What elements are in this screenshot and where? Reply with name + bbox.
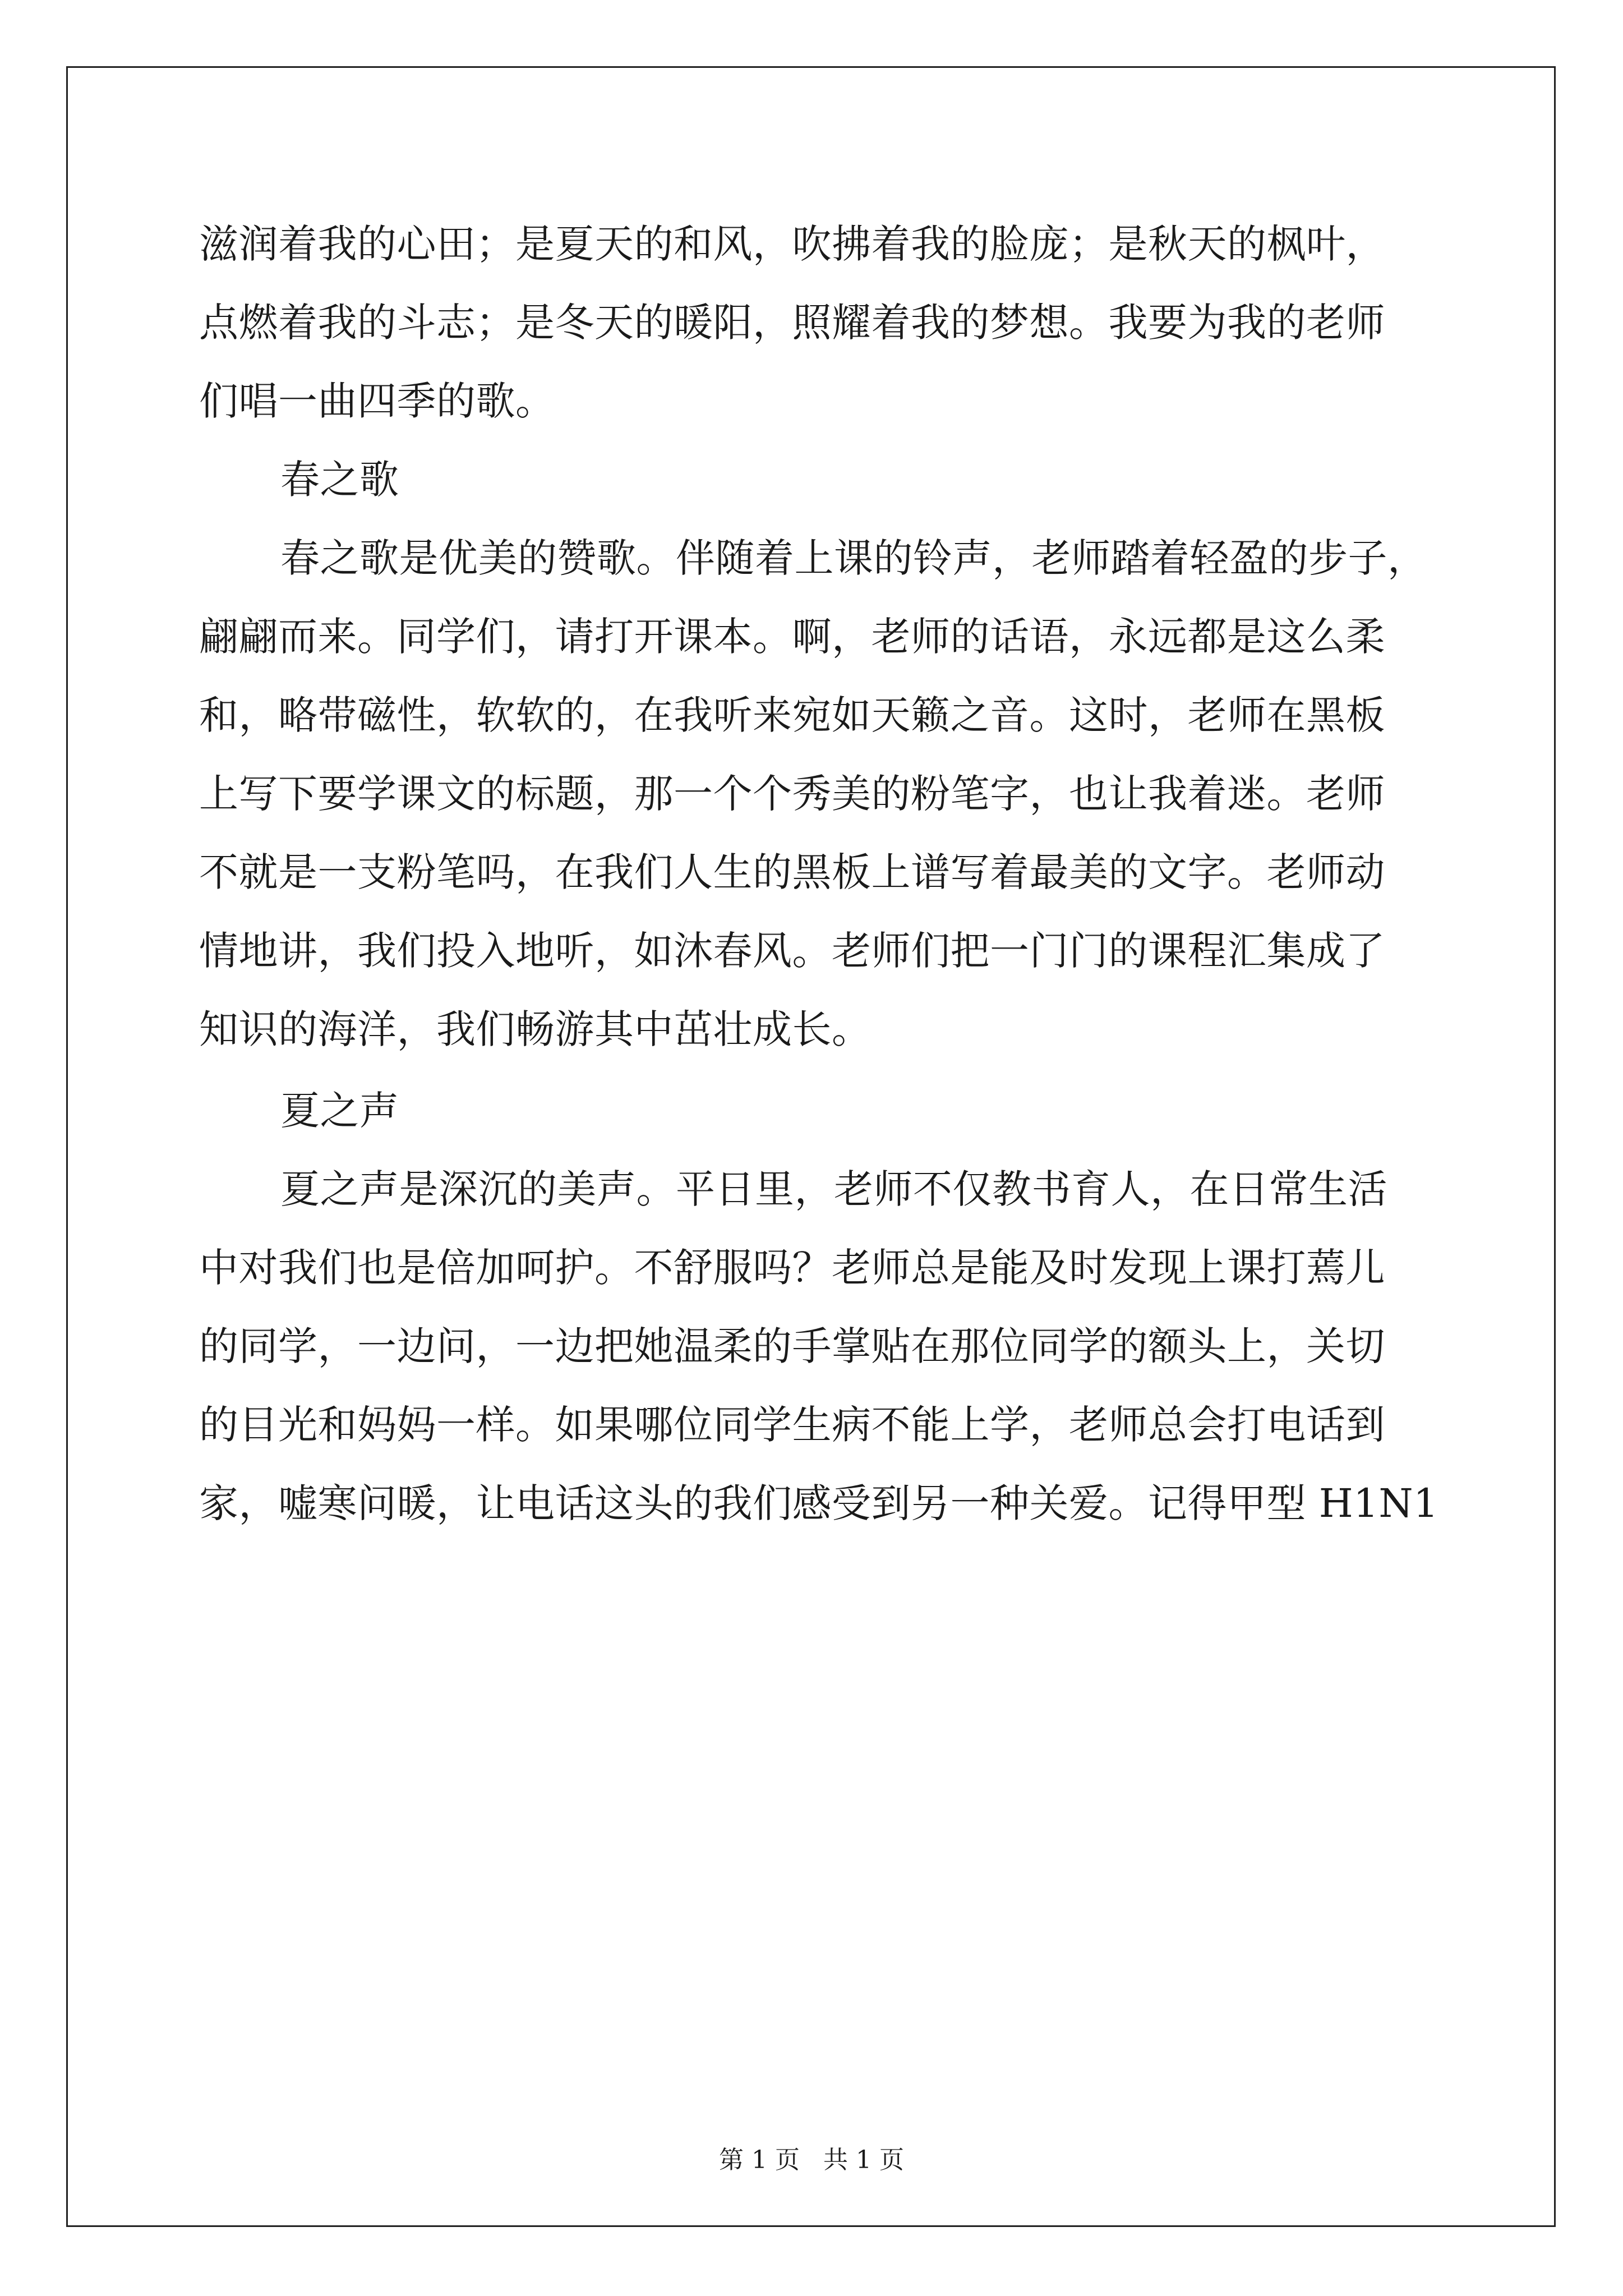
paragraph-line: 不就是一支粉笔吗，在我们人生的黑板上谱写着最美的文字。老师动 xyxy=(199,849,1385,895)
section-heading: 夏之声 xyxy=(280,1088,399,1134)
paragraph-line: 点燃着我的斗志；是冬天的暖阳，照耀着我的梦想。我要为我的老师 xyxy=(199,300,1385,346)
paragraph-line: 的同学，一边问，一边把她温柔的手掌贴在那位同学的额头上，关切 xyxy=(199,1323,1385,1369)
paragraph-line: 翩翩而来。同学们，请打开课本。啊，老师的话语，永远都是这么柔 xyxy=(199,614,1385,660)
paragraph-line: 和，略带磁性，软软的，在我听来宛如天籁之音。这时，老师在黑板 xyxy=(199,692,1385,738)
section-heading: 春之歌 xyxy=(280,457,399,503)
paragraph-line: 中对我们也是倍加呵护。不舒服吗？老师总是能及时发现上课打蔫儿 xyxy=(199,1245,1385,1291)
paragraph-line: 们唱一曲四季的歌。 xyxy=(199,378,555,424)
page-number-footer: 第 1 页 共 1 页 xyxy=(719,2146,904,2174)
paragraph-line: 情地讲，我们投入地听，如沐春风。老师们把一门门的课程汇集成了 xyxy=(199,928,1385,974)
paragraph-line: 知识的海洋，我们畅游其中茁壮成长。 xyxy=(199,1006,872,1052)
paragraph-line: 夏之声是深沉的美声。平日里，老师不仅教书育人，在日常生活 xyxy=(280,1166,1387,1212)
paragraph-line: 春之歌是优美的赞歌。伴随着上课的铃声，老师踏着轻盈的步子， xyxy=(280,535,1427,581)
paragraph-line: 上写下要学课文的标题，那一个个秀美的粉笔字，也让我着迷。老师 xyxy=(199,771,1385,817)
paragraph-line: 滋润着我的心田；是夏天的和风，吹拂着我的脸庞；是秋天的枫叶， xyxy=(199,221,1385,267)
paragraph-line: 的目光和妈妈一样。如果哪位同学生病不能上学，老师总会打电话到 xyxy=(199,1402,1385,1448)
paragraph-line: 家，嘘寒问暖，让电话这头的我们感受到另一种关爱。记得甲型 H1N1 xyxy=(199,1480,1439,1526)
